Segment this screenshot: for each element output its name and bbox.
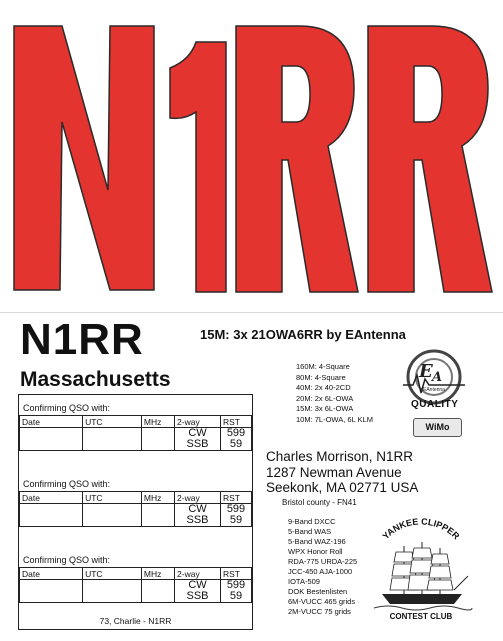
award-item: IOTA-509: [288, 577, 320, 586]
svg-text:EAntenna: EAntenna: [423, 387, 445, 393]
qso-title: Confirming QSO with:: [23, 403, 111, 413]
qso-header-row: [20, 568, 252, 580]
qso-title: Confirming QSO with:: [23, 479, 111, 489]
header-date: Date: [20, 492, 83, 504]
award-item: 9-Band DXCC: [288, 517, 336, 526]
rst-599: 599: [226, 427, 246, 439]
mode-ssb: SSB: [186, 438, 209, 450]
header-2way: 2-way: [175, 492, 221, 504]
rst-59: 59: [229, 590, 243, 602]
cell-modes: [175, 504, 221, 527]
mode-cw: CW: [188, 427, 207, 439]
qso-data-row: [20, 580, 252, 603]
card-front: [0, 0, 503, 312]
mode-cw: CW: [188, 503, 207, 515]
cell-mhz: [141, 580, 174, 603]
header-rst: RST: [220, 416, 251, 428]
header-mhz: MHz: [141, 492, 174, 504]
address-block: [266, 449, 418, 496]
qso-header-row: [20, 492, 252, 504]
award-item: RDA-775 URDA-225: [288, 557, 358, 566]
band-item: 40M: 2x 40-2CD: [296, 383, 351, 393]
mode-cw: CW: [188, 579, 207, 591]
header-mhz: MHz: [141, 568, 174, 580]
quality-label: QUALITY: [411, 399, 459, 410]
header-utc: UTC: [83, 416, 142, 428]
signoff-text: 73, Charlie - N1RR: [99, 616, 172, 626]
rst-59: 59: [229, 438, 243, 450]
header-rst: RST: [220, 568, 251, 580]
award-item: WPX Honor Roll: [288, 547, 343, 556]
mode-ssb: SSB: [186, 514, 209, 526]
cell-utc: [83, 428, 142, 451]
svg-text:YANKEE CLIPPER: YANKEE CLIPPER: [380, 516, 462, 542]
cell-utc: [83, 504, 142, 527]
header-mhz: MHz: [141, 416, 174, 428]
cell-mhz: [141, 428, 174, 451]
award-item: 5-Band WAZ-196: [288, 537, 346, 546]
band-antenna-list: [296, 362, 373, 426]
clipper-ship-logo-icon: [368, 516, 474, 620]
qso-table: [19, 567, 252, 603]
address-street: 1287 Newman Avenue: [266, 464, 402, 480]
header-2way: 2-way: [175, 416, 221, 428]
large-callsign-graphic: [0, 0, 503, 312]
letter-r-first-shape: [236, 26, 358, 292]
awards-list: [288, 517, 357, 617]
qso-title: Confirming QSO with:: [23, 555, 111, 565]
award-item: 2M-VUCC 75 grids: [288, 607, 351, 616]
cell-utc: [83, 580, 142, 603]
svg-text:E: E: [419, 361, 433, 382]
callsign-heading: N1RR: [20, 315, 144, 364]
award-item: JCC-450 AJA-1000: [288, 567, 353, 576]
cell-modes: [175, 580, 221, 603]
header-rst: RST: [220, 492, 251, 504]
rst-599: 599: [226, 579, 246, 591]
rst-599: 599: [226, 503, 246, 515]
cell-rst: [220, 504, 251, 527]
cell-date: [20, 428, 83, 451]
letter-r-second-shape: [368, 26, 492, 292]
qso-table: [19, 491, 252, 527]
band-item: 10M: 7L-OWA, 6L KLM: [296, 414, 373, 424]
rst-59: 59: [229, 514, 243, 526]
county-grid: Bristol county - FN41: [282, 498, 357, 507]
header-date: Date: [20, 568, 83, 580]
cell-modes: [175, 428, 221, 451]
cell-rst: [220, 580, 251, 603]
qso-table: [19, 415, 252, 451]
award-item: DOK Bestenlisten: [288, 587, 348, 596]
header-utc: UTC: [83, 568, 142, 580]
award-item: 5-Band WAS: [288, 527, 332, 536]
cell-date: [20, 504, 83, 527]
letter-n-shape: [14, 26, 154, 290]
qso-header-row: [20, 416, 252, 428]
header-2way: 2-way: [175, 568, 221, 580]
cell-rst: [220, 428, 251, 451]
wimo-logo: WiMo: [413, 418, 462, 437]
band-item: 15M: 3x 6L-OWA: [296, 404, 354, 414]
state-heading: Massachusetts: [20, 368, 171, 391]
cell-date: [20, 580, 83, 603]
award-item: 6M-VUCC 465 grids: [288, 597, 356, 606]
band-item: 160M: 4-Square: [296, 362, 350, 371]
address-name: Charles Morrison, N1RR: [266, 449, 414, 464]
digit-one-shape: [170, 42, 226, 292]
qso-confirmation-box: [18, 394, 253, 630]
header-utc: UTC: [83, 492, 142, 504]
antenna-headline: 15M: 3x 21OWA6RR by EAntenna: [200, 327, 406, 342]
address-city: Seekonk, MA 02771 USA: [266, 480, 419, 495]
mode-ssb: SSB: [186, 590, 209, 602]
card-divider: [0, 312, 503, 313]
svg-text:A: A: [432, 370, 443, 385]
qso-data-row: [20, 428, 252, 451]
cell-mhz: [141, 504, 174, 527]
header-date: Date: [20, 416, 83, 428]
svg-text:CONTEST CLUB: CONTEST CLUB: [389, 612, 453, 620]
qso-data-row: [20, 504, 252, 527]
band-item: 20M: 2x 6L-OWA: [296, 393, 354, 403]
band-item: 80M: 4-Square: [296, 372, 346, 382]
